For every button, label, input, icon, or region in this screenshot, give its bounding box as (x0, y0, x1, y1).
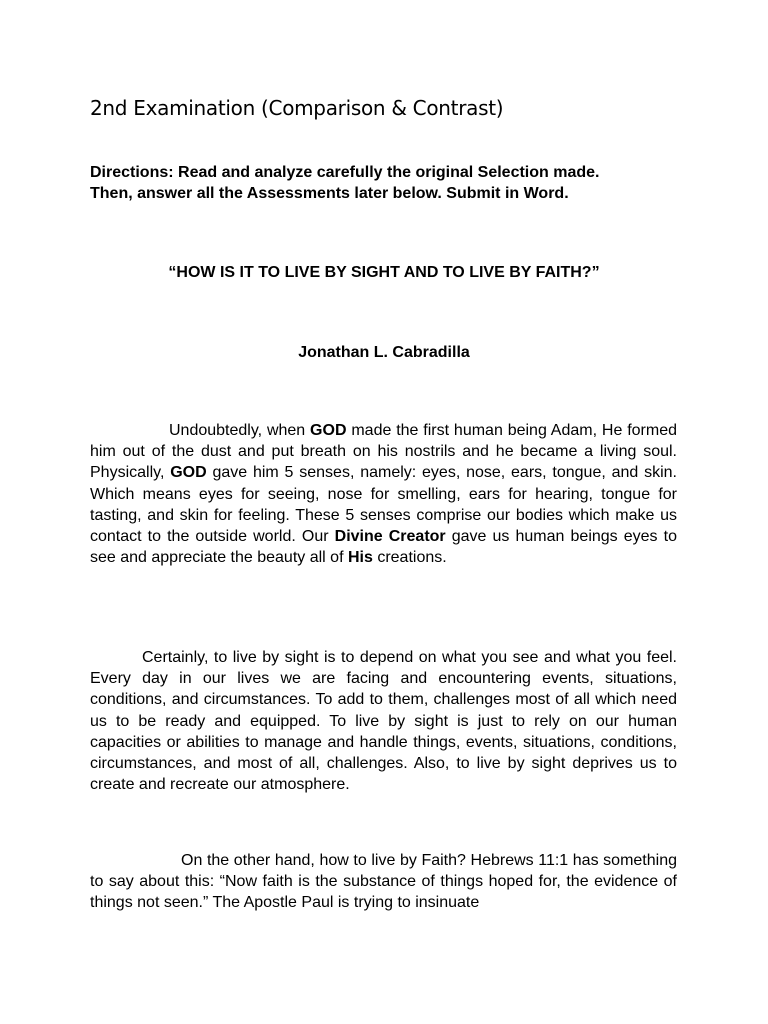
paragraph-1-text-4: gave us human beings eyes to see and appreciate the beauty all of (90, 528, 677, 567)
paragraph-1-bold-divine-creator: Divine Creator (334, 528, 446, 546)
directions-line-2: Then, answer all the Assessments later below. Submit in Word. (90, 185, 569, 202)
directions-line-1: Directions: Read and analyze carefully the original Selection made. (90, 164, 600, 181)
directions (90, 162, 690, 204)
essay-title: “HOW IS IT TO LIVE BY SIGHT AND TO LIVE BY FAITH?” (168, 264, 600, 281)
paragraph-1-text-3: gave him 5 senses, namely: eyes, nose, ears, tongue, and skin. Which means eyes for seeing, nose for smelling, ears for hearing, tongue for tasting, and skin for feeling. These 5 senses comprise our bodies which make us contact to the outside world. Our (90, 464, 677, 546)
exam-title: 2nd Examination (Comparison & Contrast) (90, 96, 504, 120)
paragraph-1-bold-his: His (347, 549, 373, 567)
paragraph-3: On the other hand, how to live by Faith? Hebrews 11:1 has something to say about this: “Now faith is the substance of things hoped for, the evidence of things not seen.” The Apostle Paul is trying to insinuate (90, 852, 677, 912)
paragraph-1 (90, 420, 677, 568)
paragraph-1-text-5: creations. (372, 549, 447, 567)
paragraph-1-text-2: made the first human being Adam, He formed him out of the dust and put breath on his nostrils and he became a living soul. Physically, (90, 422, 677, 482)
paragraph-1-bold-god-2: GOD (170, 464, 207, 482)
author-name: Jonathan L. Cabradilla (298, 344, 470, 361)
paragraph-1-text-1: Undoubtedly, when (169, 422, 311, 439)
paragraph-1-bold-god-1: GOD (310, 422, 347, 439)
paragraph-2: Certainly, to live by sight is to depend on what you see and what you feel. Every day in our lives we are facing and encountering events, situations, conditions, and circumstances. To add to them, challenges most of all which need us to be ready and equipped. To live by sight is just to rely on our human capacities or abilities to manage and handle things, events, situations, conditions, circumstances, and most of all, challenges. Also, to live by sight deprives us to create and recreate our atmosphere. (90, 649, 677, 794)
